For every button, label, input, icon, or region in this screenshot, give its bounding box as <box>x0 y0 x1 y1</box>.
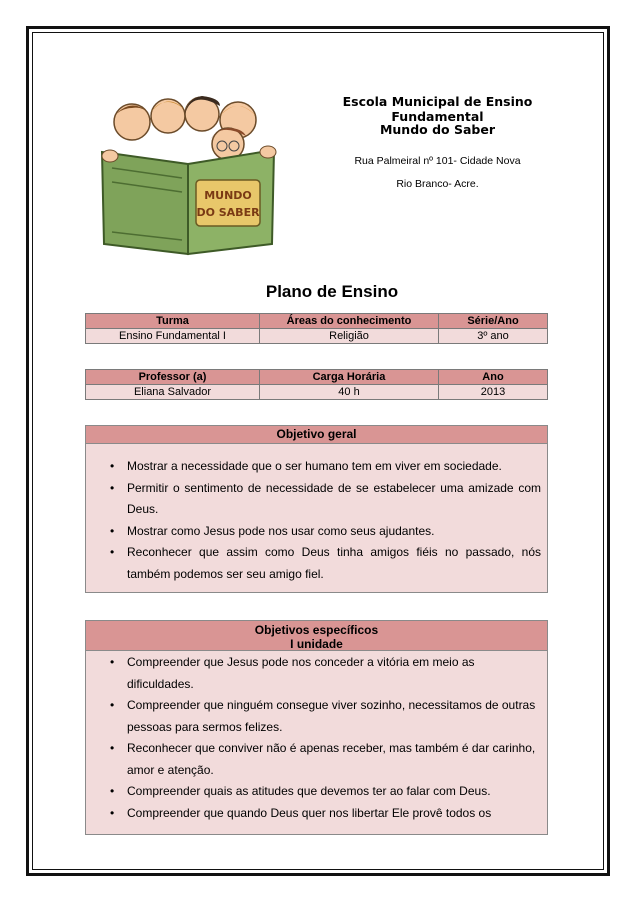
logo-text-2: DO SABER <box>196 206 260 219</box>
list-item: • Mostrar como Jesus pode nos usar como seus ajudantes. <box>86 521 547 543</box>
header-areas: Áreas do conhecimento <box>260 314 439 329</box>
school-address: Rua Palmeiral nº 101- Cidade Nova <box>354 155 521 167</box>
list-item: • Compreender que Jesus pode nos conceder a vitória em meio as dificuldades. <box>86 652 547 695</box>
specific-objectives-box <box>85 620 548 835</box>
document-title: Plano de Ensino <box>265 282 399 301</box>
list-item: • Reconhecer que assim como Deus tinha amigos fiéis no passado, nós também podemos ser seu amigo fiel. <box>86 542 547 585</box>
bullet-icon: • <box>110 741 115 755</box>
bullet-icon: • <box>110 523 115 538</box>
general-objective-list <box>86 456 547 585</box>
specific-objectives-title: Objetivos específicos <box>254 623 379 637</box>
unit-label: I unidade <box>290 637 343 651</box>
school-city: Rio Branco- Acre. <box>396 178 479 190</box>
cell-area: Religião <box>260 329 439 344</box>
table-header-row <box>86 370 548 385</box>
specific-objectives-list <box>86 652 547 824</box>
list-item: • Mostrar a necessidade que o ser humano tem em viver em sociedade. <box>86 456 547 478</box>
specific-objectives-heading <box>86 621 547 651</box>
school-subtitle: Mundo do Saber <box>379 122 496 137</box>
school-logo <box>92 92 284 256</box>
bullet-icon: • <box>110 545 115 559</box>
header-professor: Professor (a) <box>86 370 260 385</box>
bullet-icon: • <box>110 655 115 669</box>
table-row <box>86 385 548 400</box>
school-name: Escola Municipal de Ensino Fundamental <box>342 94 533 124</box>
bullet-icon: • <box>110 698 115 712</box>
logo-text-1: MUNDO <box>204 189 252 202</box>
cell-serie: 3º ano <box>439 329 548 344</box>
table-row <box>86 329 548 344</box>
list-item: • Compreender que quando Deus quer nos libertar Ele provê todos os <box>86 803 547 825</box>
table-header-row <box>86 314 548 329</box>
bullet-icon: • <box>110 784 115 798</box>
bullet-icon: • <box>110 805 115 820</box>
bullet-icon: • <box>110 480 115 495</box>
list-item: • Permitir o sentimento de necessidade de se estabelecer uma amizade com Deus. <box>86 478 547 521</box>
cell-carga: 40 h <box>260 385 439 400</box>
list-item: • Compreender quais as atitudes que devemos ter ao falar com Deus. <box>86 781 547 803</box>
class-info-table <box>85 313 548 344</box>
general-objective-heading: Objetivo geral <box>86 426 547 444</box>
header-ano: Ano <box>439 370 548 385</box>
header-serie: Série/Ano <box>439 314 548 329</box>
cell-turma: Ensino Fundamental I <box>86 329 260 344</box>
general-objective-box <box>85 425 548 593</box>
bullet-icon: • <box>110 459 115 473</box>
header-carga: Carga Horária <box>260 370 439 385</box>
cell-professor: Eliana Salvador <box>86 385 260 400</box>
list-item: • Reconhecer que conviver não é apenas receber, mas também é dar carinho, amor e atenção. <box>86 738 547 781</box>
cell-ano: 2013 <box>439 385 548 400</box>
list-item: • Compreender que ninguém consegue viver sozinho, necessitamos de outras pessoas para sermos felizes. <box>86 695 547 738</box>
teacher-info-table <box>85 369 548 400</box>
header-turma: Turma <box>86 314 260 329</box>
